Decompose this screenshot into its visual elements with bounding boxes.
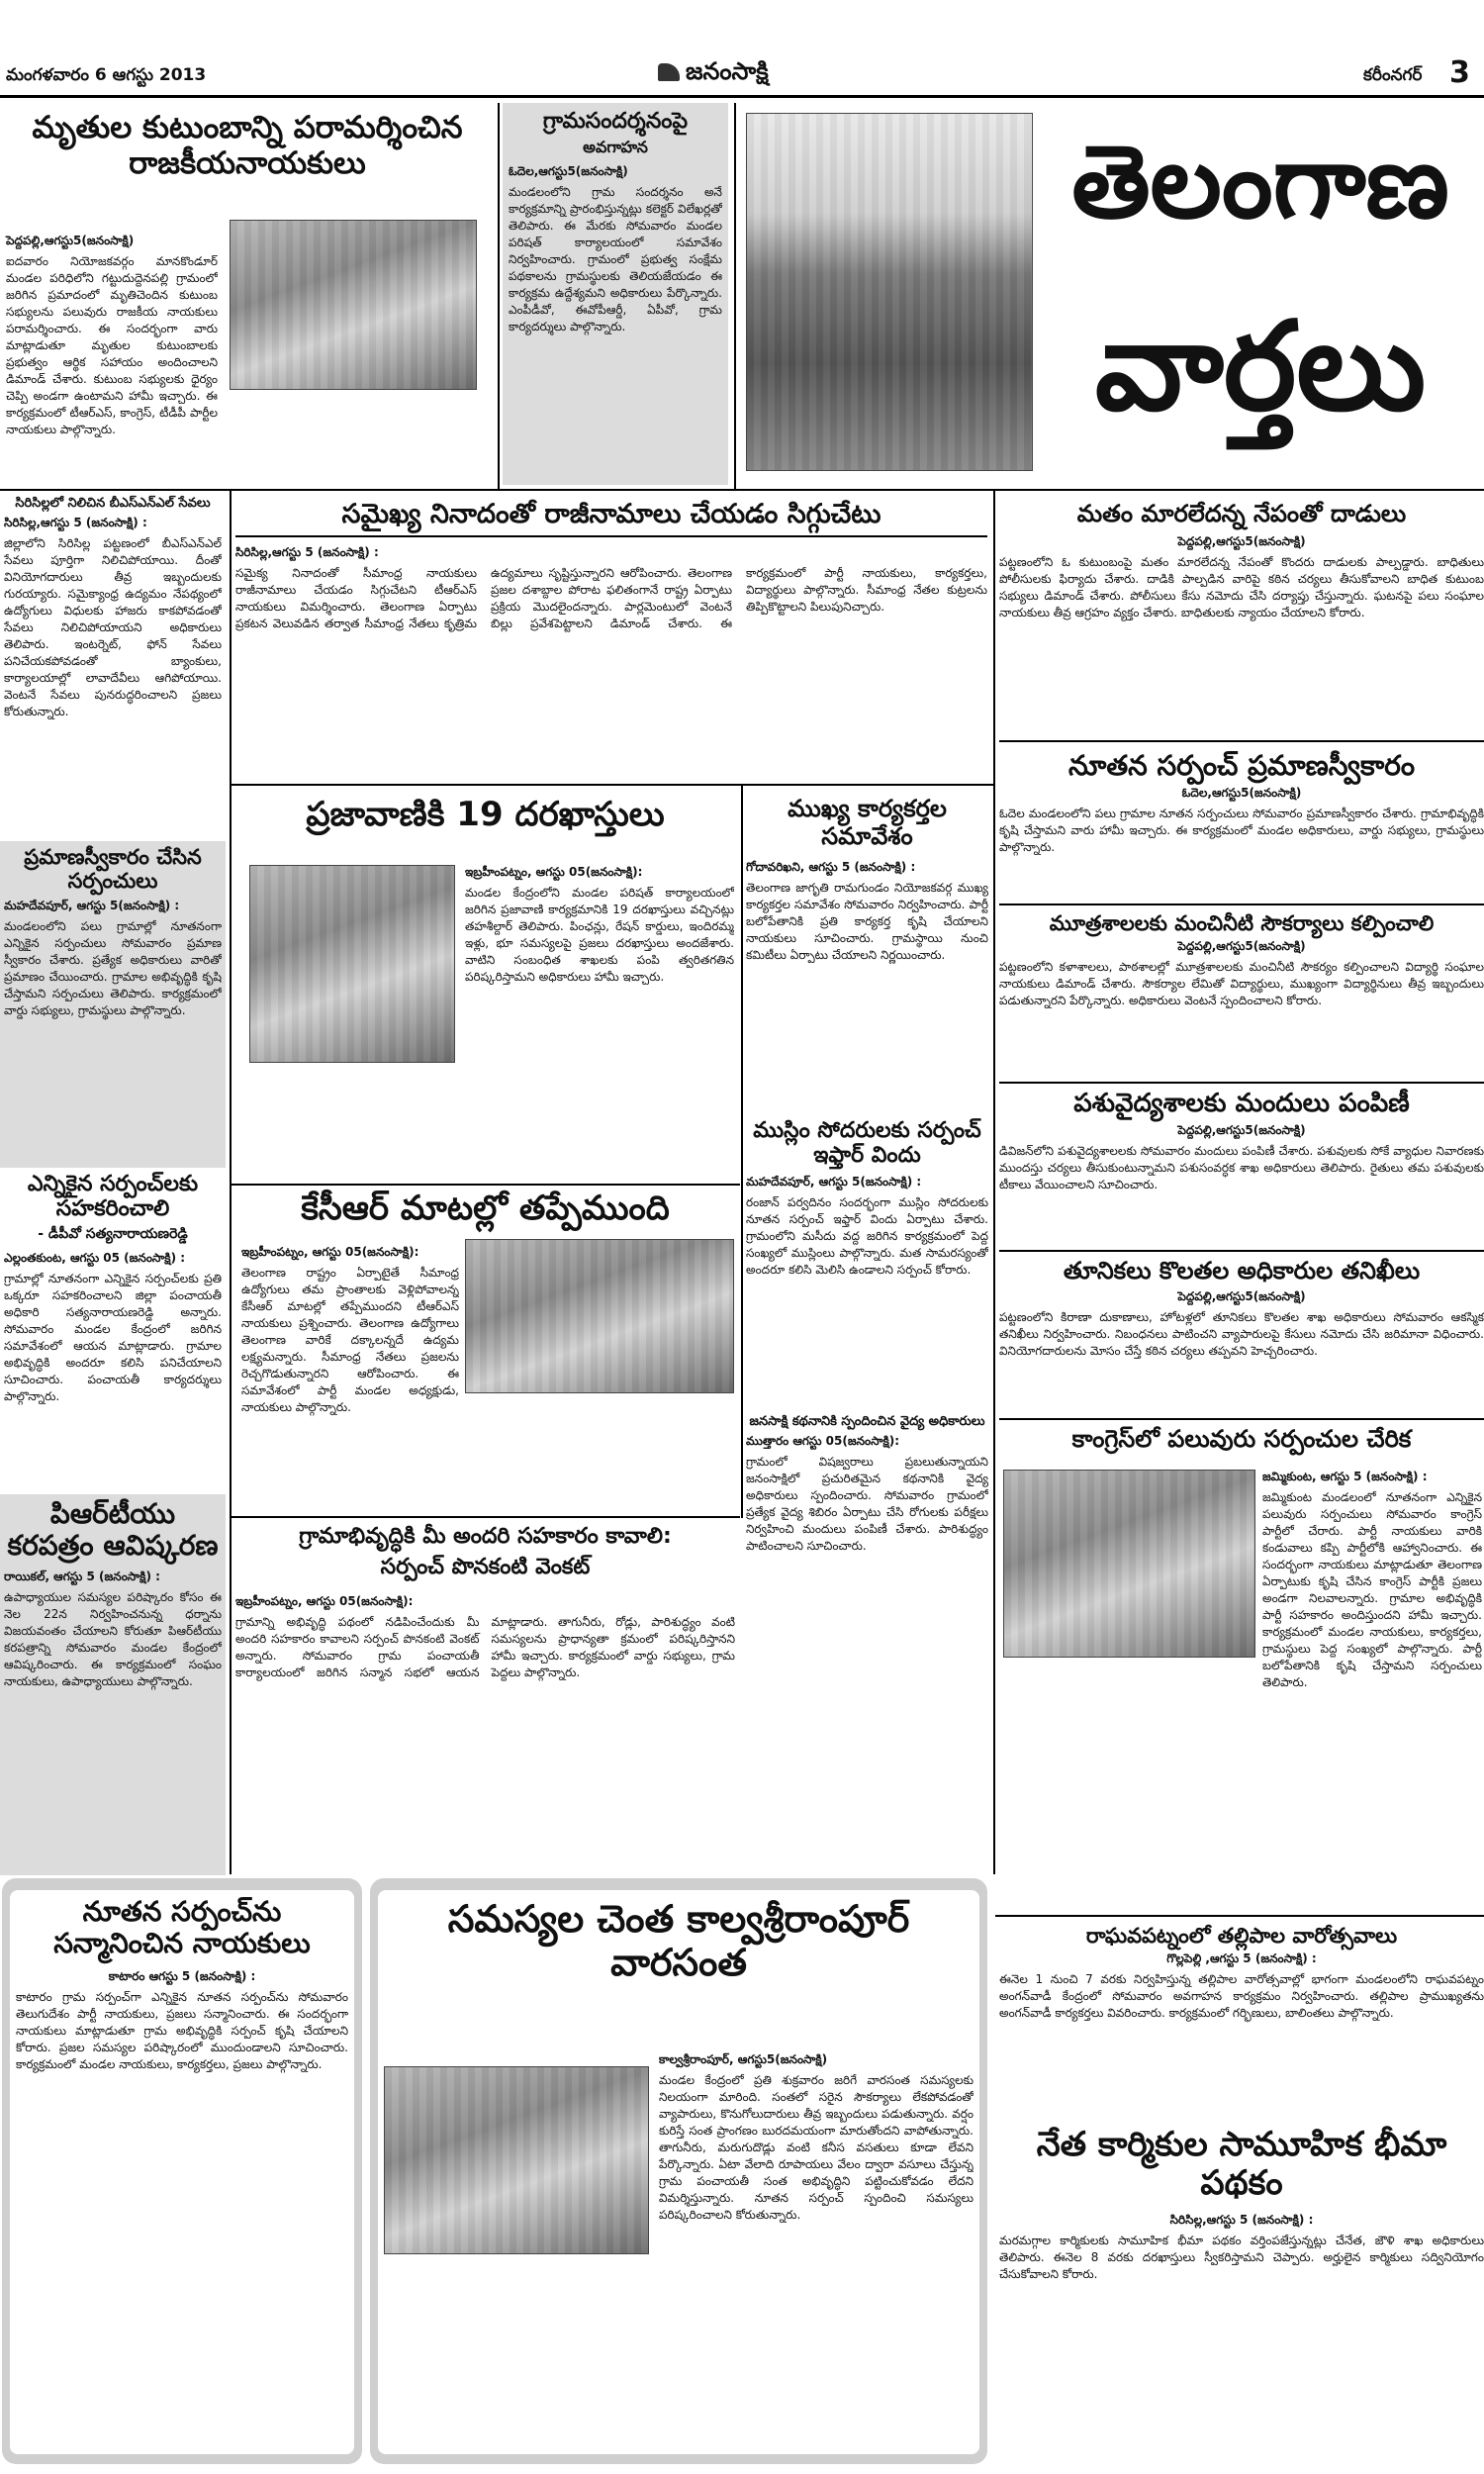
article-dateline: గొల్లపెల్లి ,ఆగస్టు 5 (జనంసాక్షి) : (1166, 1951, 1317, 1966)
article-body: గ్రామాల్లో నూతనంగా ఎన్నికైన సర్పంచ్‌లకు ప్రతి ఒక్కరూ సహకరించాలని జిల్లా పంచాయతీ అధికారి సత్యనారాయణరెడ్డి అన్నారు. సోమవారం మండల కేంద్రంలో జరిగిన సమావేశంలో ఆయన మాట్లాడారు. గ్రామాల అభివృద్ధికి అందరూ కలిసి పనిచేయాలని సూచించారు. పంచాయతీ కార్యదర్శులు పాల్గొన్నారు. (4, 1271, 222, 1403)
article-body: గ్రామాన్ని అభివృద్ధి పథంలో నడిపించేందుకు మీ అందరి సహకారం కావాలని సర్పంచ్ పొనకంటి వెంకట్ అన్నారు. సోమవారం గ్రామ పంచాయతీ కార్యాలయంలో జరిగిన సన్మాన సభలో ఆయన మాట్లాడారు. తాగునీరు, రోడ్లు, పారిశుద్ధ్యం వంటి సమస్యలను ప్రాధాన్యతా క్రమంలో పరిష్కరిస్తానని హామీ ఇచ్చారు. కార్యక్రమంలో వార్డు సభ్యులు, గ్రామ పెద్దలు పాల్గొన్నారు. (235, 1615, 735, 1680)
box-sarpanch-felicitation (2, 1878, 362, 2464)
article-headline: గ్రామసందర్శనంపై (542, 109, 689, 134)
article-photo (384, 2066, 649, 2254)
article-body: రంజాన్ పర్వదినం సందర్భంగా ముస్లిం సోదరులకు నూతన సర్పంచ్ ఇఫ్తార్ విందు ఏర్పాటు చేశారు. గ్రామంలోని మసీదు వద్ద జరిగిన కార్యక్రమంలో పెద్ద సంఖ్యలో ముస్లింలు పాల్గొన్నారు. మత సామరస్యంతో అందరూ కలిసి మెలిసి ఉండాలని సర్పంచ్ కోరారు. (746, 1194, 988, 1277)
article-dateline: పెద్దపల్లి,ఆగస్టు5(జనంసాక్షి) (1177, 1122, 1306, 1137)
article-dateline: ఇబ్రహీంపట్నం, ఆగస్టు 05(జనంసాక్షి): (235, 1594, 414, 1609)
article-headline: మతం మారలేదన్న నేపంతో దాడులు (1076, 500, 1407, 527)
article-body: మరమగ్గాల కార్మికులకు సామూహిక భీమా పథకం వర్తింపజేస్తున్నట్లు చేనేత, జౌళి శాఖ అధికారులు తెలిపారు. ఈనెల 8 వరకు దరఖాస్తులు స్వీకరిస్తామని చెప్పారు. అర్హులైన కార్మికులు సద్వినియోగం చేసుకోవాలని కోరారు. (999, 2234, 1484, 2282)
article-veterinary (999, 1084, 1484, 1252)
fort-photo (746, 113, 1033, 471)
article-headline: నూతన సర్పంచ్‌ను సన్మానించిన నాయకులు (53, 1895, 311, 1960)
article-photo (1003, 1470, 1255, 1658)
article-subhead: సర్పంచ్ పొనకంటి వెంకట్ (380, 1555, 591, 1580)
article-headline: గ్రామాభివృద్ధికి మీ అందరి సహకారం కావాలి: (299, 1524, 672, 1549)
article-headline: కేసీఆర్ మాటల్లో తప్పేముంది (301, 1189, 670, 1228)
article-sarpanch-oath-odela (999, 742, 1484, 905)
article-body: తెలంగాణ జాగృతి రామగుండం నియోజకవర్గ ముఖ్య కార్యకర్తల సమావేశం సోమవారం నిర్వహించారు. పార్టీ బలోపేతానికి ప్రతి కార్యకర్త కృషి చేయాలని నాయకులు సూచించారు. గ్రామస్థాయి నుంచి కమిటీలు ఏర్పాటు చేయాలని నిర్ణయించారు. (746, 881, 988, 963)
article-headline: ముఖ్య కార్యకర్తల సమావేశం (788, 795, 947, 850)
article-prajavani (235, 790, 735, 1181)
article-congress-joining (999, 1420, 1484, 1875)
article-headline: సమస్యల చెంత కాల్వశ్రీరాంపూర్ వారసంత (447, 1897, 910, 1984)
article-dateline: సిరిసిల్ల,ఆగస్టు 5 (జనంసాక్షి) : (235, 545, 379, 560)
right-column (999, 495, 1484, 1875)
article-headline: ప్రమాణస్వీకారం చేసిన సర్పంచులు (24, 845, 202, 894)
article-dateline: ఇబ్రహీంపట్నం, ఆగస్టు 05(జనంసాక్షి): (465, 865, 643, 879)
article-dateline: మహదేవపూర్, ఆగస్టు 5(జనంసాక్షి) : (4, 899, 180, 913)
article-village-visit (503, 103, 728, 485)
article-dateline: పెద్దపల్లి,ఆగస్టు5(జనంసాక్షి) (1177, 533, 1306, 548)
article-iftar (746, 1118, 988, 1415)
article-headline: తూనికలు కొలతల అధికారుల తనిఖీలు (1063, 1257, 1421, 1285)
article-dateline: జమ్మికుంట, ఆగస్టు 5 (జనంసాక్షి) : (1262, 1470, 1428, 1483)
article-kcr (235, 1188, 735, 1514)
logo-icon (658, 63, 680, 81)
newspaper-name: జనంసాక్షి (686, 57, 769, 85)
article-byline: - డీపీవో సత్యనారాయణరెడ్డి (38, 1225, 188, 1242)
masthead-rule (0, 95, 1484, 98)
article-headline: పశువైద్యశాలకు మందులు పంపిణీ (1073, 1089, 1410, 1118)
article-dateline: ముత్తారం ఆగస్టు 05(జనంసాక్షి): (746, 1433, 900, 1448)
feature-panel (740, 103, 1484, 485)
article-religion-attack (999, 495, 1484, 742)
article-body: ఐదవారం నియోజకవర్గం మానకొండూర్ మండల పరిధిలోని గట్టుదుద్దెనపల్లి గ్రామంలో జరిగిన ప్రమాదంలో మృతిచెందిన కుటుంబ సభ్యులను పలువురు రాజకీయ నాయకులు పరామర్శించారు. ఈ సందర్భంగా వారు మాట్లాడుతూ మృతుల కుటుంబాలకు ప్రభుత్వం ఆర్థిక సహాయం అందించాలని డిమాండ్ చేశారు. కుటుంబ సభ్యులకు ధైర్యం చెప్పి అండగా ఉంటామని హామీ ఇచ్చారు. ఈ కార్యక్రమంలో టీఆర్ఎస్, కాంగ్రెస్, టీడీపీ పార్టీల నాయకులు పాల్గొన్నారు. (6, 254, 218, 436)
article-headline: సిరిసిల్లలో నిలిచిన బీఎస్ఎన్ఎల్ సేవలు (15, 496, 211, 511)
article-body: పట్టణంలోని ఓ కుటుంబంపై మతం మారలేదన్న నేపంతో కొందరు దాడులకు పాల్పడ్డారు. బాధితులు పోలీసులకు ఫిర్యాదు చేశారు. దాడికి పాల్పడిన వారిపై కఠిన చర్యలు తీసుకోవాలని బాధిత కుటుంబ సభ్యులు డిమాండ్ చేశారు. పోలీసులు కేసు నమోదు చేసి దర్యాప్తు చేస్తున్నారు. ఘటనపై పలు సంఘాల నాయకులు తీవ్ర ఆగ్రహం వ్యక్తం చేశారు. బాధితులకు న్యాయం చేయాలని కోరారు. (999, 554, 1484, 619)
article-headline: మృతుల కుటుంబాన్ని పరామర్శించిన రాజకీయనాయకులు (32, 110, 463, 181)
article-dateline: పెద్దపల్లి,ఆగస్టు5(జనంసాక్షి) (6, 234, 135, 247)
article-photo (230, 220, 477, 390)
article-workers-meeting (746, 790, 988, 1116)
article-dateline: రాయికల్, ఆగస్టు 5 (జనంసాక్షి) : (4, 1570, 160, 1584)
article-photo (249, 865, 455, 1063)
newspaper-logo (658, 57, 769, 91)
article-prtu (0, 1494, 226, 1875)
edition-name: కరీంనగర్ (1363, 65, 1423, 85)
article-sarpanch-oath (0, 841, 226, 1168)
left-column (0, 495, 226, 1875)
issue-date: మంగళవారం 6 ఆగస్టు 2013 (6, 65, 207, 85)
page-number: 3 (1449, 55, 1470, 90)
article-dateline: ఓదెల,ఆగస్టు5(జనంసాక్షి) (509, 164, 628, 179)
article-body: ఈనెల 1 నుంచి 7 వరకు నిర్వహిస్తున్న తల్లిపాల వారోత్సవాల్లో భాగంగా మండలంలోని రాఘవపట్నం అంగన్‌వాడీ కేంద్రంలో సోమవారం అవగాహన కార్యక్రమం నిర్వహించారు. తల్లిపాల ప్రాముఖ్యతను అంగన్‌వాడీ కార్యకర్తలు వివరించారు. కార్యక్రమంలో గర్భిణులు, బాలింతలు పాల్గొన్నారు. (999, 1972, 1484, 2021)
article-body: ఓదెల మండలంలోని పలు గ్రామాల నూతన సర్పంచులు సోమవారం ప్రమాణస్వీకారం చేశారు. గ్రామాభివృద్ధికి కృషి చేస్తామని వారు హామీ ఇచ్చారు. ఈ కార్యక్రమంలో మండల అధికారులు, వార్డు సభ్యులు, గ్రామస్థులు పాల్గొన్నారు. (999, 807, 1484, 855)
article-resignation (235, 495, 987, 782)
feature-title-line1: తెలంగాణ (1071, 124, 1449, 241)
article-body: మండలంలోని పలు గ్రామాల్లో నూతనంగా ఎన్నికైన సర్పంచులు సోమవారం ప్రమాణ స్వీకారం చేశారు. ప్రత్యేక అధికారులు వారితో ప్రమాణం చేయించారు. గ్రామాల అభివృద్ధికి కృషి చేస్తామని సర్పంచులు తెలిపారు. కార్యక్రమంలో వార్డు సభ్యులు, గ్రామస్థులు పాల్గొన్నారు. (4, 919, 222, 1018)
article-headline: రాఘవపట్నంలో తల్లిపాల వారోత్సవాలు (1085, 1924, 1398, 1948)
article-village-development (235, 1524, 735, 1870)
article-health-response (746, 1415, 988, 1870)
article-body: ఉపాధ్యాయుల సమస్యల పరిష్కారం కోసం ఈ నెల 22న నిర్వహించనున్న ధర్నాను విజయవంతం చేయాలని కోరుతూ పిఆర్‌టీయు కరపత్రాన్ని సోమవారం మండల కేంద్రంలో ఆవిష్కరించారు. ఈ కార్యక్రమంలో సంఘం నాయకులు, ఉపాధ్యాయులు పాల్గొన్నారు. (4, 1590, 222, 1689)
article-bsnl (0, 495, 226, 841)
article-body: మండల కేంద్రంలోని మండల పరిషత్ కార్యాలయంలో జరిగిన ప్రజావాణి కార్యక్రమానికి 19 దరఖాస్తులు వచ్చినట్లు తహశీల్దార్ తెలిపారు. పింఛన్లు, రేషన్ కార్డులు, ఇందిరమ్మ ఇళ్లు, భూ సమస్యలపై ప్రజలు దరఖాస్తులు అందజేశారు. వాటిని సంబంధిత శాఖలకు పంపి త్వరితగతిన పరిష్కరిస్తామని అధికారులు హామీ ఇచ్చారు. (465, 886, 734, 984)
article-body: పట్టణంలోని కిరాణా దుకాణాలు, హోటళ్లలో తూనికలు కొలతల శాఖ అధికారులు సోమవారం ఆకస్మిక తనిఖీలు నిర్వహించారు. నిబంధనలు పాటించని వ్యాపారులపై కేసులు నమోదు చేసి జరిమానా విధించారు. వినియోగదారులను మోసం చేస్తే కఠిన చర్యలు తప్పవని హెచ్చరించారు. (999, 1309, 1484, 1358)
article-dateline: సిరిసిల్ల,ఆగస్టు 5 (జనంసాక్షి) : (4, 515, 147, 529)
box-weekly-market (370, 1878, 987, 2464)
article-body: పట్టణంలోని కళాశాలలు, పాఠశాలల్లో మూత్రశాలలకు మంచినీటి సౌకర్యం కల్పించాలని విద్యార్థి సంఘాల నాయకులు డిమాండ్ చేశారు. సౌకర్యాల లేమితో విద్యార్థులు, ముఖ్యంగా విద్యార్థినులు తీవ్ర ఇబ్బందులు పడుతున్నారని పేర్కొన్నారు. అధికారులు వెంటనే స్పందించాలని కోరారు. (999, 960, 1484, 1008)
article-headline: ప్రజావాణికి 19 దరఖాస్తులు (306, 795, 665, 834)
article-photo (465, 1239, 734, 1393)
article-headline: నేత కార్మికుల సామూహిక భీమా పథకం (1036, 2125, 1447, 2204)
article-breastfeeding-week (999, 1920, 1484, 2118)
feature-title-line2: వార్తలు (1094, 296, 1427, 438)
article-headline: మూత్రశాలలకు మంచినీటి సౌకర్యాలు కల్పించాలి (1049, 911, 1435, 935)
article-body: సమైక్య నినాదంతో సీమాంధ్ర నాయకులు రాజీనామాలు చేయడం సిగ్గుచేటని టీఆర్ఎస్ నాయకులు విమర్శించారు. తెలంగాణ ఏర్పాటు ప్రకటన వెలువడిన తర్వాత సీమాంధ్ర నేతలు కృత్రిమ ఉద్యమాలు సృష్టిస్తున్నారని ఆరోపించారు. తెలంగాణ ప్రజల దశాబ్దాల పోరాట ఫలితంగానే రాష్ట్ర ఏర్పాటు ప్రక్రియ మొదలైందన్నారు. పార్లమెంటులో వెంటనే బిల్లు ప్రవేశపెట్టాలని డిమాండ్ చేశారు. ఈ కార్యక్రమంలో పార్టీ నాయకులు, కార్యకర్తలు, విద్యార్థులు పాల్గొన్నారు. సీమాంధ్ర నేతల కుట్రలను తిప్పికొట్టాలని పిలుపునిచ్చారు. (235, 566, 987, 631)
article-dateline: ఓదెల,ఆగస్టు5(జనంసాక్షి) (1181, 786, 1302, 801)
article-condolence (0, 103, 495, 487)
article-weavers-insurance (999, 2120, 1484, 2464)
article-body: గ్రామంలో విషజ్వరాలు ప్రబలుతున్నాయని జనంసాక్షిలో ప్రచురితమైన కథనానికి వైద్య అధికారులు స్పందించారు. సోమవారం గ్రామంలో ప్రత్యేక వైద్య శిబిరం ఏర్పాటు చేసి రోగులకు పరీక్షలు నిర్వహించి మందులు పంపిణీ చేశారు. పారిశుద్ధ్యం పాటించాలని సూచించారు. (746, 1454, 988, 1553)
article-body: జమ్మికుంట మండలంలో నూతనంగా ఎన్నికైన పలువురు సర్పంచులు సోమవారం కాంగ్రెస్ పార్టీలో చేరారు. పార్టీ నాయకులు వారికి కండువాలు కప్పి పార్టీలోకి ఆహ్వానించారు. ఈ సందర్భంగా నాయకులు మాట్లాడుతూ తెలంగాణ ఏర్పాటుకు కృషి చేసిన కాంగ్రెస్ పార్టీకి ప్రజలు అండగా నిలవాలన్నారు. గ్రామాల అభివృద్ధికి పార్టీ సహకారం అందిస్తుందని హామీ ఇచ్చారు. కార్యక్రమంలో మండల నాయకులు, కార్యకర్తలు, గ్రామస్థులు పెద్ద సంఖ్యలో పాల్గొన్నారు. పార్టీ బలోపేతానికి కృషి చేస్తామని సర్పంచులు తెలిపారు. (1262, 1490, 1482, 1689)
article-headline: ముస్లిం సోదరులకు సర్పంచ్ ఇఫ్తార్ విందు (753, 1118, 981, 1169)
article-dateline: కాటారం ఆగస్టు 5 (జనంసాక్షి) : (108, 1969, 256, 1984)
article-dateline: ఇబ్రహీంపట్నం, ఆగస్టు 05(జనంసాక్షి): (241, 1245, 419, 1259)
article-dateline: కాల్వశ్రీరాంపూర్, ఆగస్టు5(జనంసాక్షి) (659, 2052, 828, 2066)
article-dateline: పెద్దపల్లి,ఆగస్టు5(జనంసాక్షి) (1177, 1288, 1306, 1303)
article-body: మండల కేంద్రంలో ప్రతి శుక్రవారం జరిగే వారసంత సమస్యలకు నిలయంగా మారింది. సంతలో సరైన సౌకర్యాలు లేకపోవడంతో వ్యాపారులు, కొనుగోలుదారులు తీవ్ర ఇబ్బందులు పడుతున్నారు. వర్షం కురిస్తే సంత ప్రాంగణం బురదమయంగా మారుతోందని వాపోతున్నారు. తాగునీరు, మరుగుదొడ్లు వంటి కనీస వసతులు కూడా లేవని పేర్కొన్నారు. ఏటా వేలాది రూపాయలు వేలం ద్వారా వసూలు చేస్తున్న గ్రామ పంచాయతీ సంత అభివృద్ధిని పట్టించుకోవడం లేదని విమర్శిస్తున్నారు. నూతన సర్పంచ్ స్పందించి సమస్యలు పరిష్కరించాలని కోరుతున్నారు. (659, 2073, 974, 2222)
article-headline: ఎన్నికైన సర్పంచ్‌లకు సహకరించాలి (27, 1172, 199, 1222)
article-body: మండలంలోని గ్రామ సందర్శనం అనే కార్యక్రమాన్ని ప్రారంభిస్తున్నట్లు కలెక్టర్ విలేఖర్లతో తెలిపారు. ఈ మేరకు సోమవారం మండల పరిషత్ కార్యాలయంలో సమావేశం నిర్వహించారు. గ్రామంలో ప్రభుత్వ సంక్షేమ పథకాలను గ్రామస్థులకు తెలియజేయడం ఈ కార్యక్రమ ఉద్దేశ్యమని అధికారులు పేర్కొన్నారు. ఎంపీడీవో, ఈవోపీఆర్డీ, ఏపీవో, గ్రామ కార్యదర్శులు పాల్గొన్నారు. (509, 185, 722, 334)
article-body: తెలంగాణ రాష్ట్రం ఏర్పాటైతే సీమాంధ్ర ఉద్యోగులు తమ ప్రాంతాలకు వెళ్లిపోవాలన్న కేసీఆర్ మాటల్లో తప్పేముందని టీఆర్ఎస్ నాయకులు ప్రశ్నించారు. తెలంగాణ ఉద్యోగాలు తెలంగాణ వారికే దక్కాలన్నదే ఉద్యమ లక్ష్యమన్నారు. సీమాంధ్ర నేతలు ప్రజలను రెచ్చగొడుతున్నారని ఆరోపించారు. ఈ సమావేశంలో పార్టీ మండల అధ్యక్షుడు, నాయకులు పాల్గొన్నారు. (241, 1266, 459, 1414)
article-body: జిల్లాలోని సిరిసిల్ల పట్టణంలో బీఎస్ఎన్ఎల్ సేవలు పూర్తిగా నిలిచిపోయాయి. దీంతో వినియోగదారులు తీవ్ర ఇబ్బందులకు గురయ్యారు. సమైక్యాంధ్ర ఉద్యమం నేపథ్యంలో ఉద్యోగులు విధులకు హాజరు కాకపోవడంతో సేవలు నిలిచిపోయాయని అధికారులు తెలిపారు. ఇంటర్నెట్, ఫోన్ సేవలు పనిచేయకపోవడంతో బ్యాంకులు, కార్యాలయాల్లో లావాదేవీలు ఆగిపోయాయి. వెంటనే సేవలు పునరుద్ధరించాలని ప్రజలు కోరుతున్నారు. (4, 535, 222, 718)
article-headline: పిఆర్‌టీయు కరపత్రం ఆవిష్కరణ (7, 1497, 219, 1563)
article-dateline: గోదావరిఖని, ఆగస్టు 5 (జనంసాక్షి) : (746, 860, 916, 875)
article-dateline: పెద్దపల్లి,ఆగస్టు5(జనంసాక్షి) (1177, 939, 1306, 954)
article-cooperate (0, 1168, 226, 1494)
article-headline: జనసాక్షి కథనానికి స్పందించిన వైద్య అధికారులు (749, 1414, 985, 1429)
article-headline: నూతన సర్పంచ్ ప్రమాణస్వీకారం (1067, 749, 1416, 782)
article-headline: కాంగ్రెస్‌లో పలువురు సర్పంచుల చేరిక (1071, 1425, 1412, 1453)
article-dateline: సిరిసిల్ల,ఆగస్టు 5 (జనంసాక్షి) : (1169, 2213, 1314, 2228)
article-body: కాటారం గ్రామ సర్పంచ్‌గా ఎన్నికైన నూతన సర్పంచ్‌ను సోమవారం తెలుగుదేశం పార్టీ నాయకులు, ప్రజలు సన్మానించారు. ఈ సందర్భంగా నాయకులు మాట్లాడుతూ గ్రామ అభివృద్ధికి సర్పంచ్ కృషి చేయాలని కోరారు. ప్రజల సమస్యల పరిష్కారంలో ముందుండాలని సూచించారు. కార్యక్రమంలో మండల నాయకులు, కార్యకర్తలు, ప్రజలు పాల్గొన్నారు. (16, 1990, 348, 2072)
article-body: డివిజన్‌లోని పశువైద్యశాలలకు సోమవారం మందులు పంపిణీ చేశారు. పశువులకు సోకే వ్యాధుల నివారణకు ముందస్తు చర్యలు తీసుకుంటున్నామని పశుసంవర్ధక శాఖ అధికారులు తెలిపారు. రైతులు తమ పశువులకు టీకాలు వేయించాలని సూచించారు. (999, 1143, 1484, 1191)
article-subhead: అవగాహన (583, 138, 648, 157)
article-urinals (999, 905, 1484, 1084)
article-headline: సమైఖ్య నినాదంతో రాజీనామాలు చేయడం సిగ్గుచేటు (235, 495, 987, 537)
article-dateline: మహదేవపూర్, ఆగస్టు 5(జనంసాక్షి) : (746, 1174, 922, 1189)
article-dateline: ఎల్లంతకుంట, ఆగస్టు 05 (జనంసాక్షి) : (4, 1250, 186, 1265)
article-weights-measures (999, 1252, 1484, 1420)
